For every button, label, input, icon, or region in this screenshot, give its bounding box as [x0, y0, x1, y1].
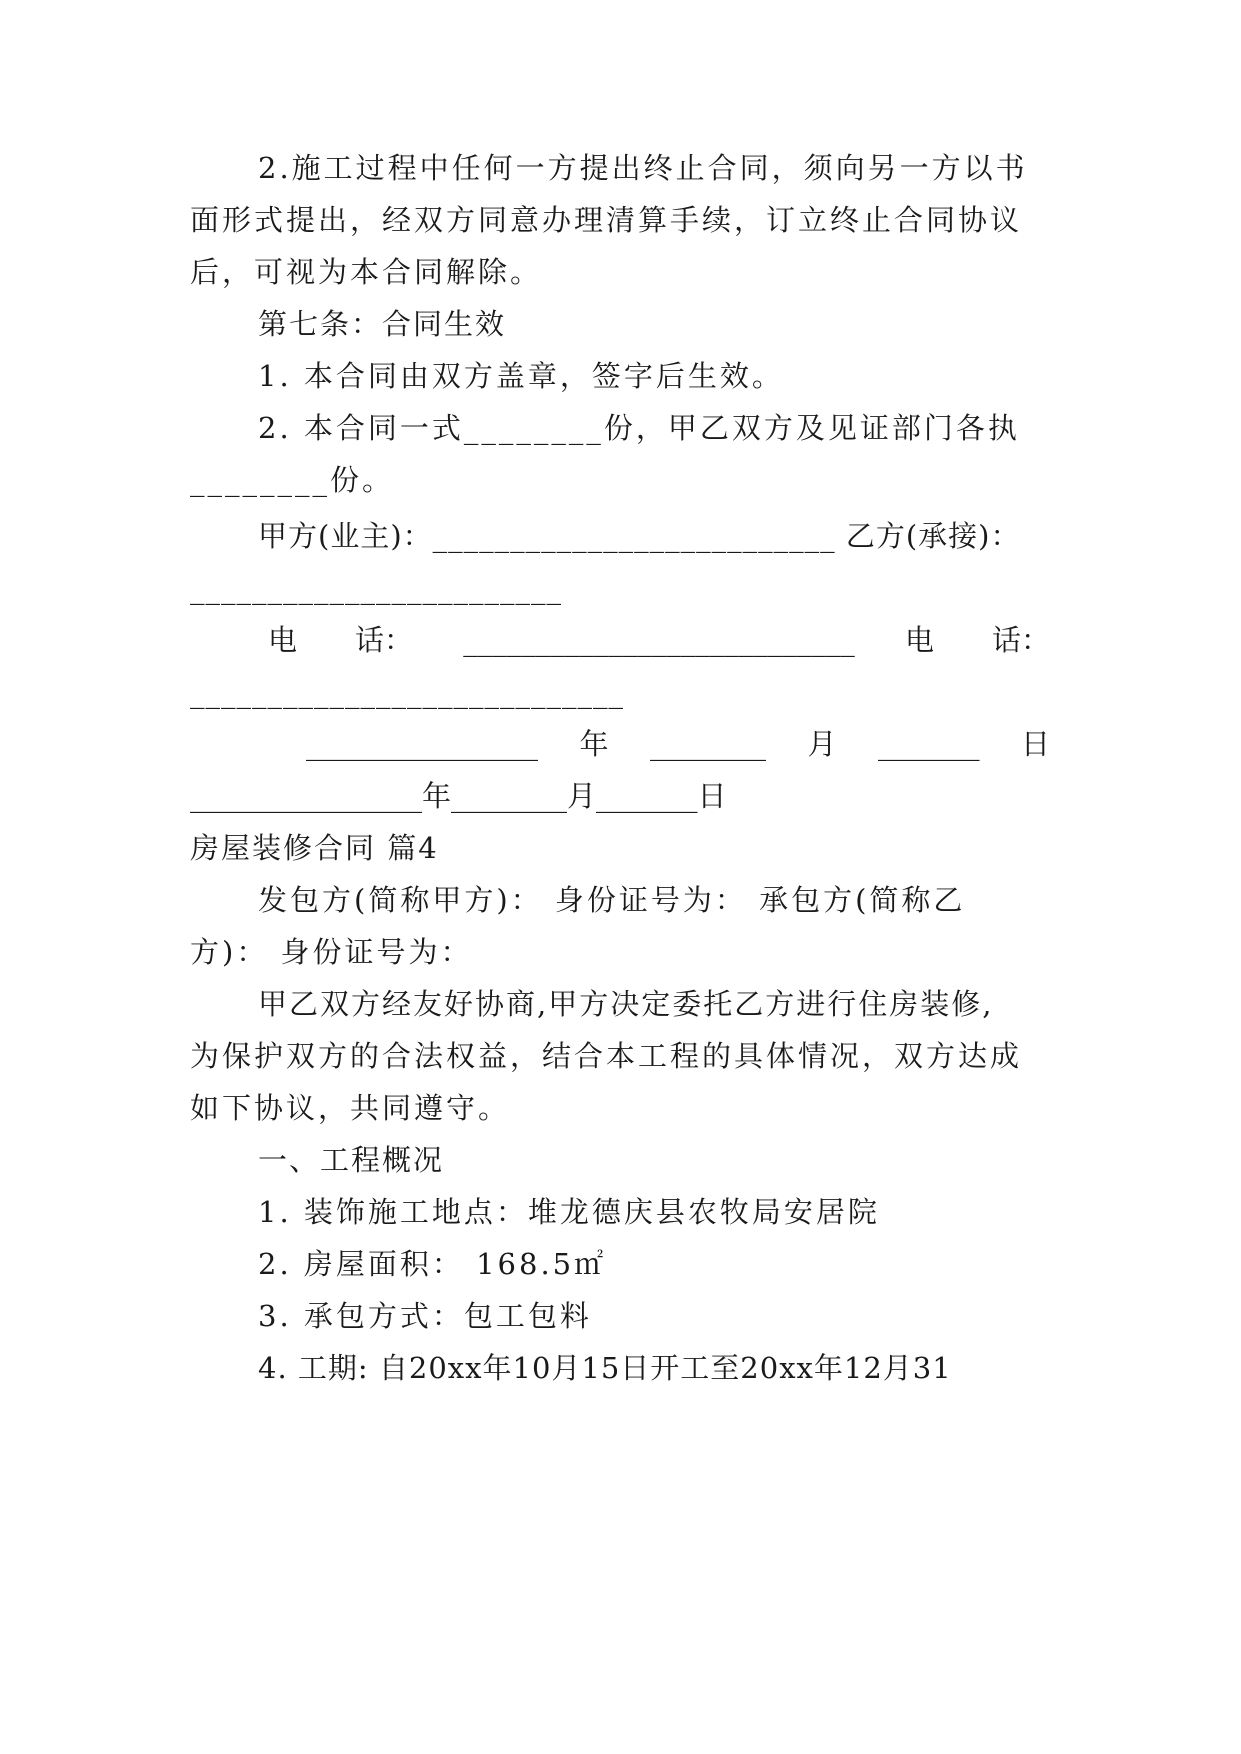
phone-label-party-b: 电 话：	[904, 623, 1050, 657]
clause-7-1: 1. 本合同由双方盖章，签字后生效。	[258, 359, 784, 393]
signature-party-line: 甲方(业主)：__________________________ 乙方(承接)：	[258, 519, 1021, 553]
phone-row	[268, 620, 1050, 660]
parties-line-1: 发包方(简称甲方)： 身份证号为： 承包方(简称乙	[258, 883, 966, 917]
parties-line-2: 方)： 身份证号为：	[190, 935, 473, 969]
clause-6-2-line-2: 面形式提出，经双方同意办理清算手续，订立终止合同协议	[190, 203, 1023, 237]
clause-7-2-line-1: 2. 本合同一式________份，甲乙双方及见证部门各执	[258, 411, 1020, 445]
phone-blank-party-b: ____________________________	[190, 675, 624, 709]
clause-6-2-line-1: 2.施工过程中任何一方提出终止合同，须向另一方以书	[258, 151, 1028, 185]
section-title: 房屋装修合同 篇4	[190, 831, 439, 865]
clause-6-2-line-3: 后，可视为本合同解除。	[190, 255, 543, 289]
article-7-heading: 第七条：合同生效	[258, 307, 507, 341]
overview-item-2: 2. 房屋面积： 168.5㎡	[258, 1247, 607, 1281]
signature-party-blank: ________________________	[190, 571, 562, 605]
date-day-label: 日	[1020, 727, 1050, 761]
clause-7-2-line-2: ________份。	[190, 463, 395, 497]
date-month-label: 月	[807, 727, 837, 761]
overview-item-1: 1. 装饰施工地点：堆龙德庆县农牧局安居院	[258, 1195, 880, 1229]
date-row-party-b: ________________年________月_______日	[190, 779, 727, 813]
phone-blank-party-a: ___________________________	[463, 623, 855, 657]
phone-label-party-a: 电 话：	[268, 623, 414, 657]
overview-item-3: 3. 承包方式：包工包料	[258, 1299, 592, 1333]
preamble-line-2: 为保护双方的合法权益，结合本工程的具体情况，双方达成	[190, 1039, 1023, 1073]
date-year-label: 年	[579, 727, 609, 761]
overview-item-4: 4. 工期: 自20xx年10月15日开工至20xx年12月31	[258, 1351, 952, 1385]
date-year-blank: ________________	[306, 727, 538, 761]
preamble-line-1: 甲乙双方经友好协商,甲方决定委托乙方进行住房装修,	[258, 987, 994, 1021]
date-row-party-a	[306, 724, 1050, 764]
project-overview-heading: 一、工程概况	[258, 1143, 445, 1177]
preamble-line-3: 如下协议，共同遵守。	[190, 1091, 511, 1125]
date-month-blank: ________	[649, 727, 766, 761]
date-day-blank: _______	[877, 727, 980, 761]
